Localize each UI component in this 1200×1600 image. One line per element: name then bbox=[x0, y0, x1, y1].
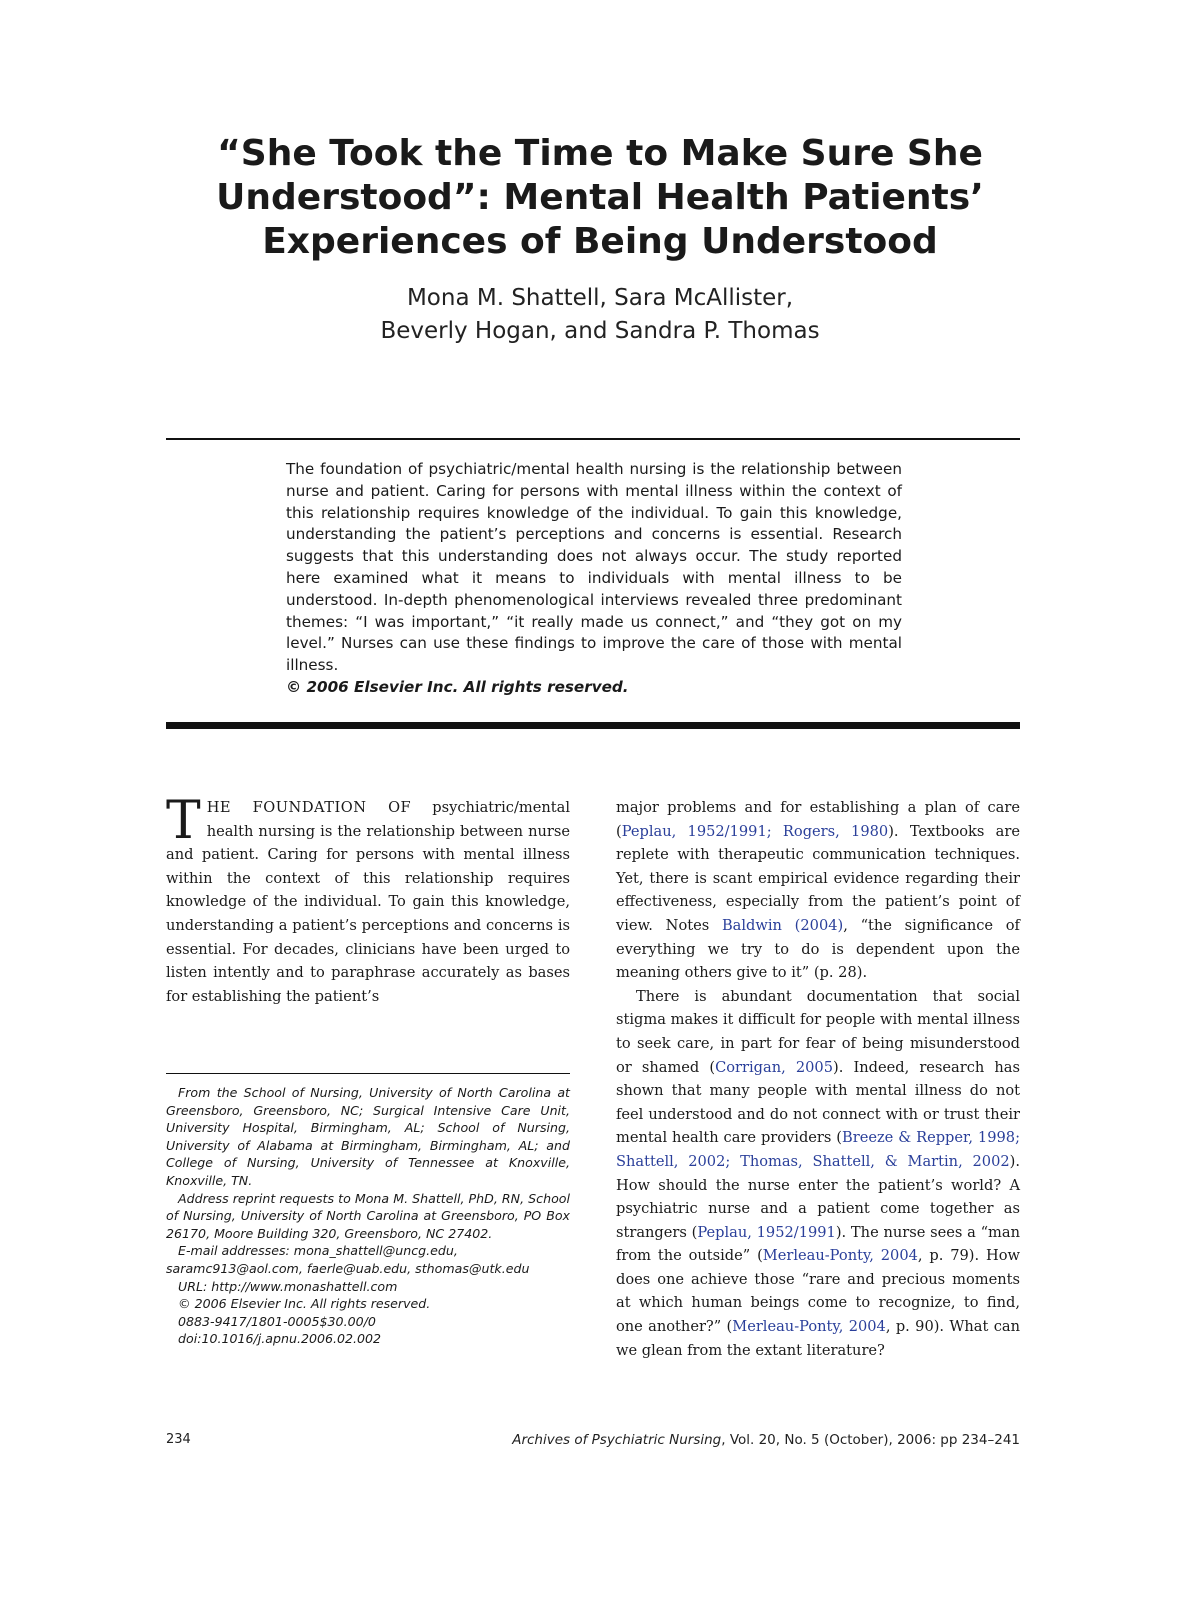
citation-link[interactable]: Peplau, 1952/1991; Rogers, 1980 bbox=[621, 822, 889, 840]
abstract-top-rule bbox=[166, 438, 1020, 440]
footnote-rule bbox=[166, 1073, 570, 1074]
footnotes bbox=[166, 1084, 570, 1348]
author-list bbox=[160, 282, 1040, 348]
citation-link[interactable]: Merleau-Ponty, 2004 bbox=[732, 1318, 886, 1336]
footnote-url: URL: http://www.monashattell.com bbox=[178, 1278, 398, 1294]
title-line: Experiences of Being Understood bbox=[262, 221, 938, 262]
citation-link[interactable]: Merleau-Ponty, 2004 bbox=[762, 1247, 918, 1265]
article-title bbox=[160, 132, 1040, 264]
title-line: Understood”: Mental Health Patients’ bbox=[216, 177, 984, 218]
citation-link[interactable]: Corrigan, 2005 bbox=[715, 1058, 833, 1076]
paragraph-text: ). How should the nurse enter the patient’s world? A psychiatric nurse and a patient come together as strangers ( bbox=[616, 1152, 1020, 1241]
paragraph-text: ). Textbooks are replete with therapeutic communication techniques. Yet, there is scant empirical evidence regarding their effectiveness, especially from the patient’s point of view. Notes bbox=[616, 822, 1020, 934]
paragraph bbox=[616, 985, 1020, 1363]
paragraph-text: major problems and for establishing a plan of care ( bbox=[616, 799, 1020, 840]
lead-in-smallcaps: HE FOUNDATION OF bbox=[206, 799, 412, 816]
journal-name: Archives of Psychiatric Nursing bbox=[512, 1432, 722, 1448]
paragraph-text: ). Indeed, research has shown that many people with mental illness do not feel understood and do not connect with or trust their mental health care providers ( bbox=[616, 1058, 1020, 1147]
footnote-email: E-mail addresses: mona_shattell@uncg.edu, saramc913@aol.com, faerle@uab.edu, sthomas@utk.edu bbox=[166, 1243, 530, 1276]
footnote-issn: 0883-9417/1801-0005$30.00/0 bbox=[178, 1313, 376, 1329]
paragraph-text: , p. 79). How does one achieve those “rare and precious moments at which human beings come to recognize, to find, one another?” ( bbox=[616, 1247, 1020, 1336]
citation-link[interactable]: Breeze & Repper, 1998; Shattell, 2002; Thomas, Shattell, & Martin, 2002 bbox=[616, 1129, 1020, 1170]
footnote-doi: doi:10.1016/j.apnu.2006.02.002 bbox=[178, 1331, 382, 1347]
page-number: 234 bbox=[166, 1432, 191, 1447]
title-line: “She Took the Time to Make Sure She bbox=[217, 133, 983, 174]
paragraph-text: psychiatric/mental health nursing is the relationship between nurse and patient. Caring for persons with mental illness within the context of this relationship requires knowledge of the individual. To gain this knowledge, understanding a patient’s perceptions and concerns is essential. For decades, clinicians have been urged to listen intently and to paraphrase accurately as bases for establishing the patient’s bbox=[166, 799, 570, 1005]
abstract bbox=[286, 459, 902, 699]
footnote-affiliation: From the School of Nursing, University of North Carolina at Greensboro, Greensboro, NC; Surgical Intensive Care Unit, University Hospital, Birmingham, AL; School of Nursing, University of Alabama at Birmingham, Birmingham, AL; and College of Nursing, University of Tennessee at Knoxville, Knoxville, TN. bbox=[166, 1085, 570, 1188]
journal-citation bbox=[512, 1432, 1020, 1448]
abstract-copyright: © 2006 Elsevier Inc. All rights reserved. bbox=[286, 677, 629, 696]
body-column-right bbox=[616, 796, 1020, 1362]
paragraph-text: , p. 90). What can we glean from the extant literature? bbox=[616, 1318, 1020, 1359]
paragraph-text: , “the significance of everything we try to do is dependent upon the meaning others give to it” (p. 28). bbox=[616, 916, 1020, 982]
citation-link[interactable]: Baldwin (2004) bbox=[721, 916, 844, 934]
footnote-copyright: © 2006 Elsevier Inc. All rights reserved. bbox=[178, 1296, 431, 1312]
citation-link[interactable]: Peplau, 1952/1991 bbox=[697, 1223, 836, 1241]
body-column-left bbox=[166, 791, 570, 1008]
abstract-bottom-rule bbox=[166, 722, 1020, 729]
footnote-address: Address reprint requests to Mona M. Shattell, PhD, RN, School of Nursing, University of North Carolina at Greensboro, PO Box 26170, Moore Building 320, Greensboro, NC 27402. bbox=[166, 1190, 570, 1241]
abstract-text: The foundation of psychiatric/mental health nursing is the relationship between nurse and patient. Caring for persons with mental illness within the context of this relationship requires knowledge of the individual. To gain this knowledge, understanding the patient’s perceptions and concerns is essential. Research suggests that this understanding does not always occur. The study reported here examined what it means to individuals with mental illness to be understood. In-depth phenomenological interviews revealed three predominant themes: “I was important,” “it really made us connect,” and “they got on my level.” Nurses can use these findings to improve the care of those with mental illness. bbox=[286, 460, 902, 675]
author-line: Mona M. Shattell, Sara McAllister, bbox=[406, 285, 794, 311]
author-line: Beverly Hogan, and Sandra P. Thomas bbox=[380, 318, 820, 344]
intro-paragraph bbox=[166, 791, 570, 1008]
paragraph-text: ). The nurse sees a “man from the outside” ( bbox=[616, 1223, 1020, 1265]
paragraph bbox=[616, 796, 1020, 985]
journal-details: , Vol. 20, No. 5 (October), 2006: pp 234–241 bbox=[721, 1432, 1020, 1448]
paragraph-text: There is abundant documentation that social stigma makes it difficult for people with mental illness to seek care, in part for fear of being misunderstood or shamed ( bbox=[616, 987, 1020, 1076]
drop-cap: T bbox=[166, 791, 201, 851]
